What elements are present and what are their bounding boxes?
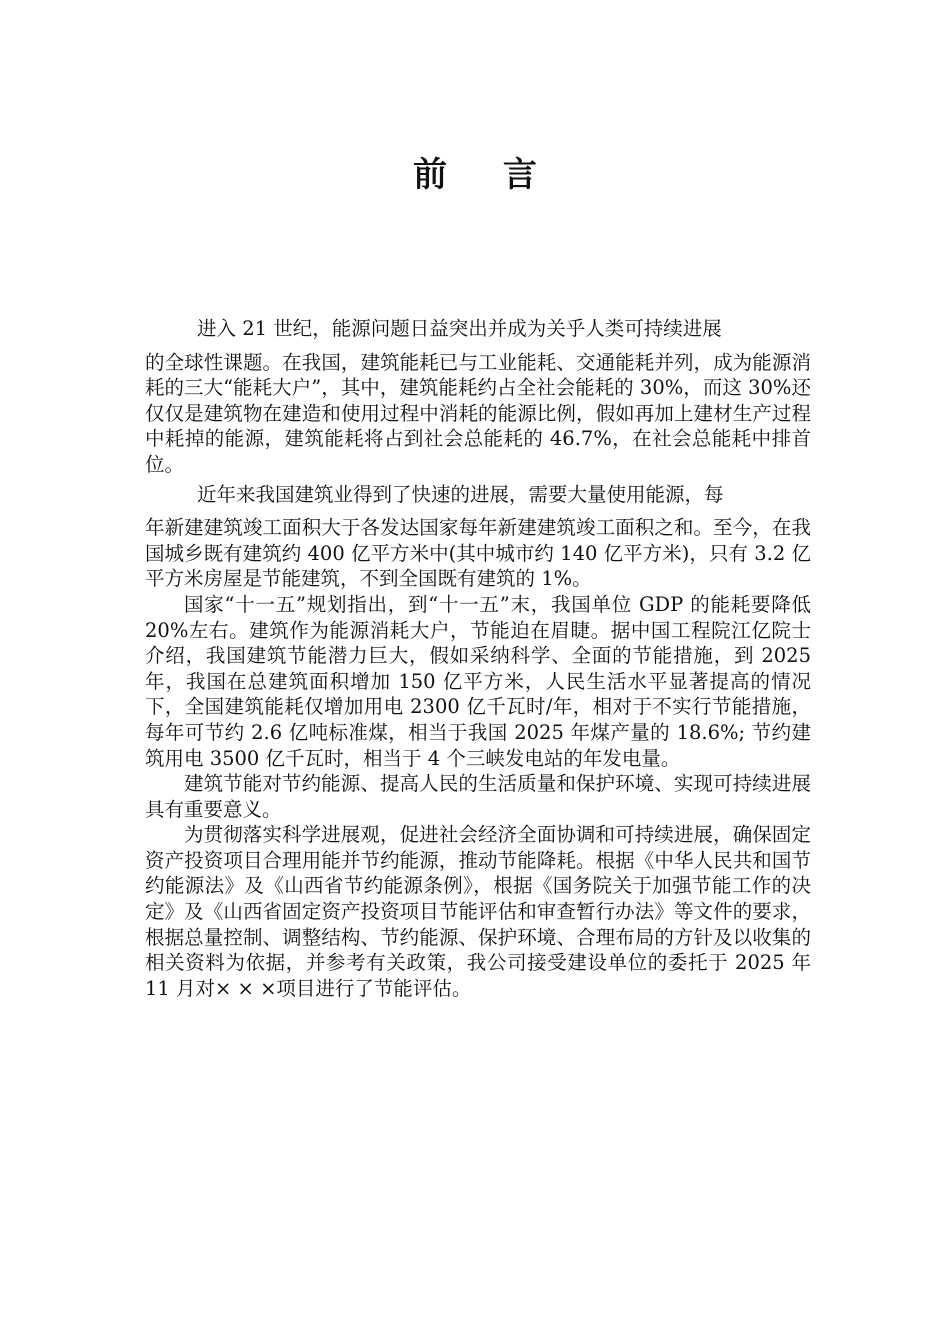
paragraph-3: 国家“十一五”规划指出，到“十一五”末，我国单位 GDP 的能耗要降低 20%左右。建筑作为能源消耗大户，节能迫在眉睫。据中国工程院江亿院士介绍，我国建筑节能潜力巨大，假如采纳科学、全面的节能措施，到 2025 年，我国在总建筑面积增加 150 亿平方米，人民生活水平显著提高的情况下，全国建筑能耗仅增加用电 2300 亿千瓦时/年，相对于不实行节能措施，每年可节约 2.6 亿吨标准煤，相当于我国 2025 年煤产量的 18.6%; 节约建筑用电 3500 亿千瓦时，相当于 4 个三峡发电站的年发电量。 — [145, 592, 811, 770]
document-body — [145, 316, 811, 1001]
paragraph-1 — [145, 316, 811, 478]
paragraph-1-first-line: 进入 21 世纪，能源问题日益突出并成为关乎人类可持续进展 — [197, 317, 722, 340]
paragraph-4: 建筑节能对节约能源、提高人民的生活质量和保护环境、实现可持续进展具有重要意义。 — [145, 772, 811, 821]
paragraph-2 — [145, 482, 811, 592]
paragraph-2-first-line: 近年来我国建筑业得到了快速的进展，需要大量使用能源，每 — [197, 482, 724, 506]
page-title: 前 言 — [413, 155, 559, 195]
paragraph-5: 为贯彻落实科学进展观，促进社会经济全面协调和可持续进展，确保固定资产投资项目合理用能并节约能源，推动节能降耗。根据《中华人民共和国节约能源法》及《山西省节约能源条例》，根据《国务院关于加强节能工作的决定》及《山西省固定资产投资项目节能评估和审查暂行办法》等文件的要求，根据总量控制、调整结构、节约能源、保护环境、合理布局的方针及以收集的相关资料为依据，并参考有关政策，我公司接受建设单位的委托于 2025 年 11 月对× × ×项目进行了节能评估。 — [145, 823, 811, 1000]
paragraph-1-rest: 的全球性课题。在我国，建筑能耗已与工业能耗、交通能耗并列，成为能源消耗的三大“能耗大户”，其中，建筑能耗约占全社会能耗的 30%，而这 30%还仅仅是建筑物在建造和使用过程中消耗的能源比例，假如再加上建材生产过程中耗掉的能源，建筑能耗将占到社会总能耗的 46.7%，在社会总能耗中排首位。 — [145, 350, 811, 476]
paragraph-2-rest: 年新建建筑竣工面积大于各发达国家每年新建建筑竣工面积之和。至今，在我国城乡既有建筑约 400 亿平方米中(其中城市约 140 亿平方米)，只有 3.2 亿平方米房屋是节能建筑，不到全国既有建筑的 1%。 — [145, 516, 811, 591]
